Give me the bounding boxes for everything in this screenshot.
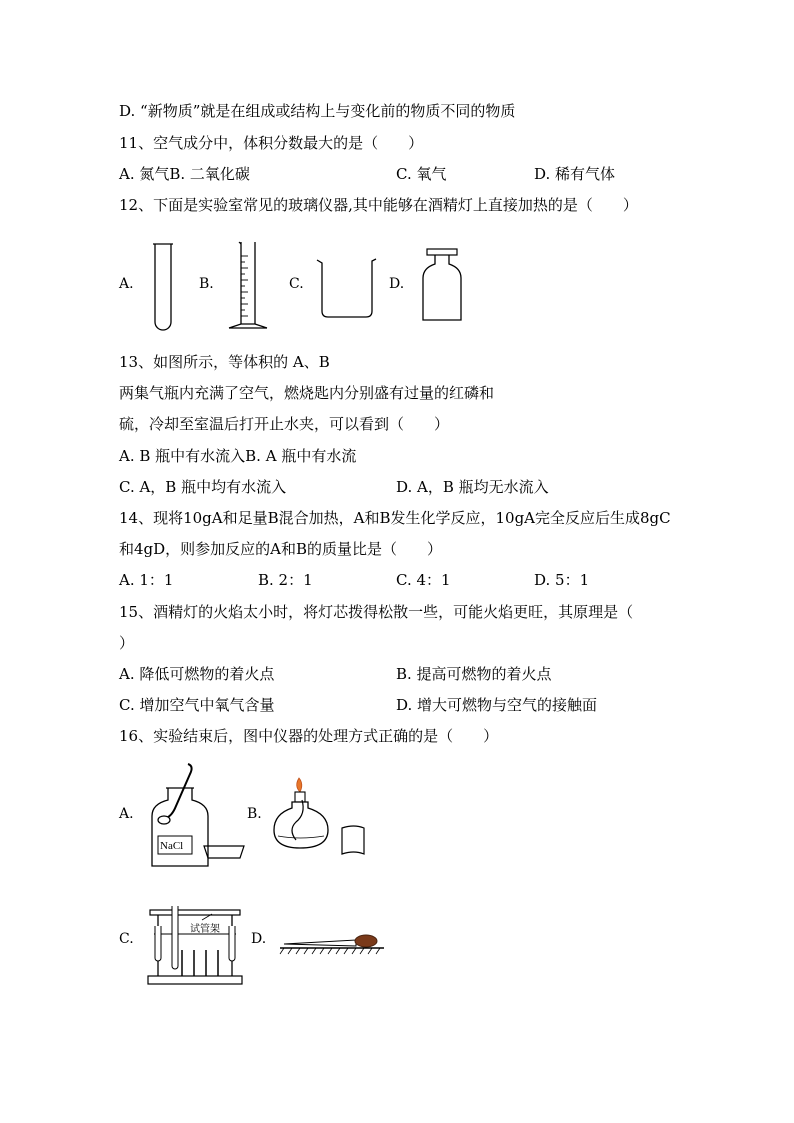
beaker-figure (314, 255, 380, 321)
reagent-bottle-figure (418, 246, 466, 324)
q13-stem-3: 硫，冷却至室温后打开止水夹，可以看到（ ） (119, 415, 450, 433)
q13-option-d: D. A，B 瓶均无水流入 (396, 478, 549, 496)
graduated-cylinder-figure (226, 238, 272, 332)
q11-option-c: C. 氧气 (396, 165, 447, 183)
q14-option-c: C. 4：1 (396, 571, 451, 589)
q11-option-d: D. 稀有气体 (534, 165, 616, 183)
q14-option-b: B. 2：1 (258, 571, 313, 589)
q11-stem: 11、空气成分中，体积分数最大的是（ ） (119, 134, 424, 152)
q15-option-a: A. 降低可燃物的着火点 (119, 665, 275, 683)
q13-option-c: C. A，B 瓶中均有水流入 (119, 478, 287, 496)
q12-label-d: D. (389, 276, 405, 292)
q14-stem-2: 和4gD，则参加反应的A和B的质量比是（ ） (119, 540, 443, 558)
q13-stem-2: 两集气瓶内充满了空气，燃烧匙内分别盛有过量的红磷和 (119, 384, 495, 402)
nacl-label-text: NaCl (160, 840, 184, 852)
q12-stem: 12、下面是实验室常见的玻璃仪器,其中能够在酒精灯上直接加热的是（ ） (119, 196, 638, 214)
nacl-bottle-figure (146, 760, 250, 872)
q16-stem: 16、实验结束后，图中仪器的处理方式正确的是（ ） (119, 727, 499, 745)
q14-option-d: D. 5：1 (534, 571, 590, 589)
q13-option-ab: A. B 瓶中有水流入B. A 瓶中有水流 (119, 447, 357, 465)
q15-stem-1: 15、酒精灯的火焰太小时，将灯芯拨得松散一些，可能火焰更旺，其原理是（ (119, 603, 634, 621)
rack-label-text: 试管架 (190, 924, 220, 935)
q12-label-a: A. (119, 276, 134, 292)
q13-stem-1: 13、如图所示，等体积的 A、B (119, 353, 330, 371)
q10-option-d: D. “新物质”就是在组成或结构上与变化前的物质不同的物质 (119, 102, 516, 120)
q16-label-b: B. (247, 806, 262, 822)
q14-option-a: A. 1：1 (119, 571, 174, 589)
q15-option-b: B. 提高可燃物的着火点 (396, 665, 552, 683)
q16-label-c: C. (119, 931, 134, 947)
dropper-figure (278, 930, 388, 956)
q16-label-d: D. (251, 931, 267, 947)
q15-option-c: C. 增加空气中氧气含量 (119, 696, 275, 714)
q16-label-a: A. (119, 806, 134, 822)
q11-option-ab: A. 氮气B. 二氧化碳 (119, 165, 250, 183)
alcohol-lamp-figure (272, 770, 372, 860)
test-tube-rack-figure (144, 904, 246, 990)
q12-label-c: C. (289, 276, 304, 292)
q15-option-d: D. 增大可燃物与空气的接触面 (396, 696, 598, 714)
q14-stem-1: 14、现将10gA和足量B混合加热，A和B发生化学反应，10gA完全反应后生成8gC (119, 509, 671, 527)
q12-label-b: B. (199, 276, 214, 292)
test-tube-figure (148, 240, 178, 334)
q15-stem-2: ） (119, 634, 135, 652)
